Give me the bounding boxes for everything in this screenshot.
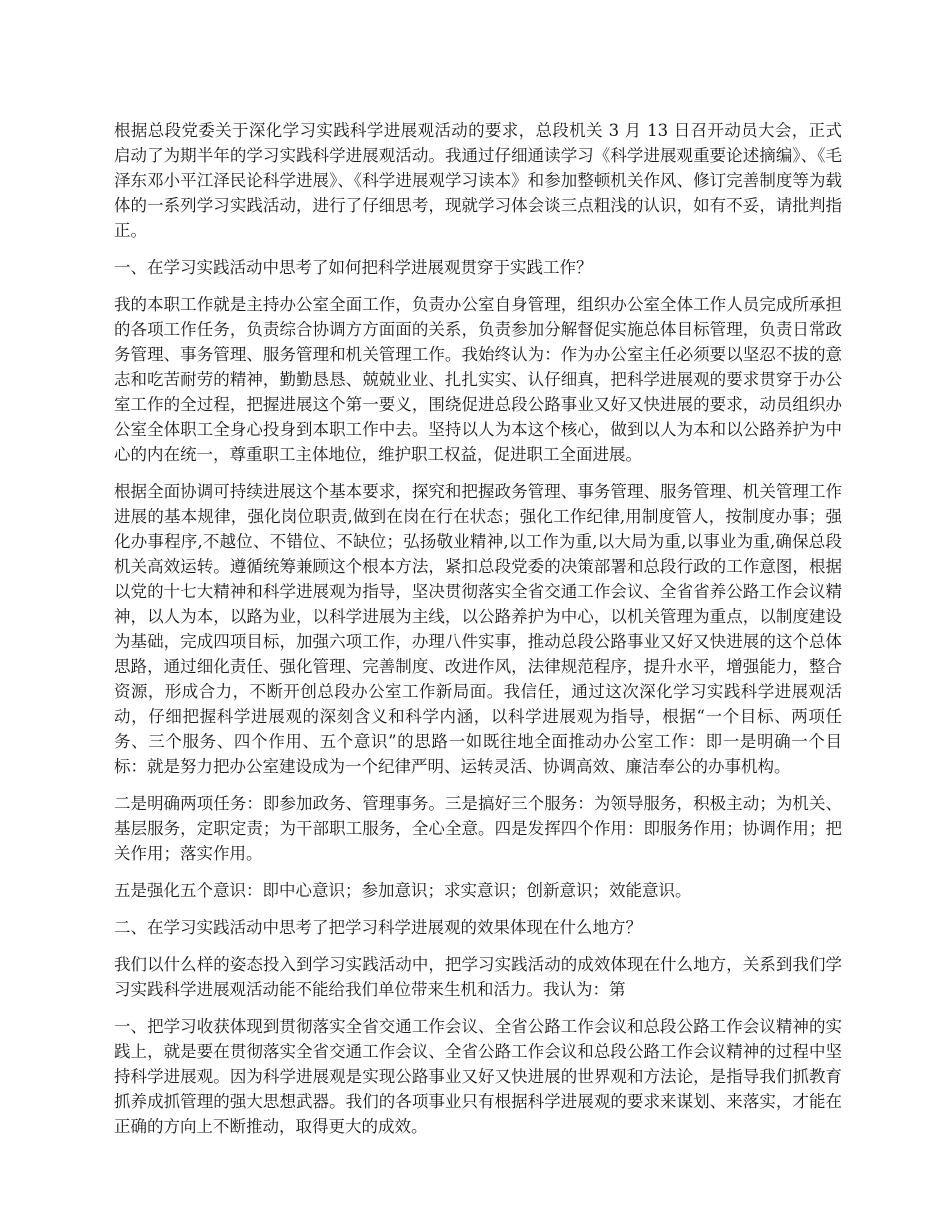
section-heading-2: 二、在学习实践活动中思考了把学习科学进展观的效果体现在什么地方？ [114,918,642,937]
section-heading-1: 一、在学习实践活动中思考了如何把科学进展观贯穿于实践工作？ [114,258,593,277]
paragraph-coordination: 根据全面协调可持续进展这个基本要求，探究和把握政务管理、事务管理、服务管理、机关管理工作进展的基本规律，强化岗位职责,做到在岗在行在状态；强化工作纪律,用制度管人，按制度办事；强化办事程序,不越位、不错位、不缺位；弘扬敬业精神,以工作为重,以大局为重,以事业为重,确保总段机关高效运转。遵循统筹兼顾这个根本方法，紧扣总段党委的决策部署和总段行政的工作意图，根据以党的十七大精神和科学进展观为指导，坚决贯彻落实全省交通工作会议、全省省养公路工作会议精神，以人为本，以路为业，以科学进展为主线，以公路养护为中心，以机关管理为重点，以制度建设为基础，完成四项目标，加强六项工作，办理八件实事，推动总段公路事业又好又快进展的这个总体思路，通过细化责任、强化管理、完善制度、改进作风，法律规范程序，提升水平，增强能力，整合资源，形成合力，不断开创总段办公室工作新局面。我信任，通过这次深化学习实践科学进展观活动，仔细把握科学进展观的深刻含义和科学内涵，以科学进展观为指导，根据“一个目标、两项任务、三个服务、四个作用、五个意识”的思路一如既往地全面推动办公室工作：即一是明确一个目标：就是努力把办公室建设成为一个纪律严明、运转灵活、协调高效、廉洁奉公的办事机构。 [114,482,842,776]
paragraph-duties: 我的本职工作就是主持办公室全面工作，负责办公室自身管理，组织办公室全体工作人员完成所承担的各项工作任务，负责综合协调方方面面的关系，负责参加分解督促实施总体目标管理，负责日常政务管理、事务管理、服务管理和机关管理工作。我始终认为：作为办公室主任必须要以坚忍不拔的意志和吃苦耐劳的精神，勤勤恳恳、兢兢业业、扎扎实实、认仔细真，把科学进展观的要求贯穿于办公室工作的全过程，把握进展这个第一要义，围绕促进总段公路事业又好又快进展的要求，动员组织办公室全体职工全身心投身到本职工作中去。坚持以人为本这个核心，做到以人为本和以公路养护为中心的内在统一，尊重职工主体地位，维护职工权益，促进职工全面进展。 [114,295,842,464]
document-page [114,118,842,1151]
paragraph-attitude: 我们以什么样的姿态投入到学习实践活动中，把学习实践活动的成效体现在什么地方，关系到我们学习实践科学进展观活动能不能给我们单位带来生机和活力。我认为：第 [114,955,842,999]
paragraph-awareness: 五是强化五个意识：即中心意识；参加意识；求实意识；创新意识；效能意识。 [114,881,692,900]
paragraph-tasks: 二是明确两项任务：即参加政务、管理事务。三是搞好三个服务：为领导服务，积极主动；为机关、基层服务，定职定责；为干部职工服务，全心全意。四是发挥四个作用：即服务作用；协调作用；把关作用；落实作用。 [114,794,842,863]
paragraph-intro: 根据总段党委关于深化学习实践科学进展观活动的要求，总段机关 3 月 13 日召开动员大会，正式启动了为期半年的学习实践科学进展观活动。我通过仔细通读学习《科学进展观重要论述摘编》、《毛泽东邓小平江泽民论科学进展》、《科学进展观学习读本》和参加整顿机关作风、修订完善制度等为载体的一系列学习实践活动，进行了仔细思考，现就学习体会谈三点粗浅的认识，如有不妥，请批判指正。 [114,121,842,240]
paragraph-first-point: 一、把学习收获体现到贯彻落实全省交通工作会议、全省公路工作会议和总段公路工作会议精神的实践上，就是要在贯彻落实全省交通工作会议、全省公路工作会议和总段公路工作会议精神的过程中坚持科学进展观。因为科学进展观是实现公路事业又好又快进展的世界观和方法论，是指导我们抓教育抓养成抓管理的强大思想武器。我们的各项事业只有根据科学进展观的要求来谋划、来落实，才能在正确的方向上不断推动，取得更大的成效。 [114,1017,842,1136]
